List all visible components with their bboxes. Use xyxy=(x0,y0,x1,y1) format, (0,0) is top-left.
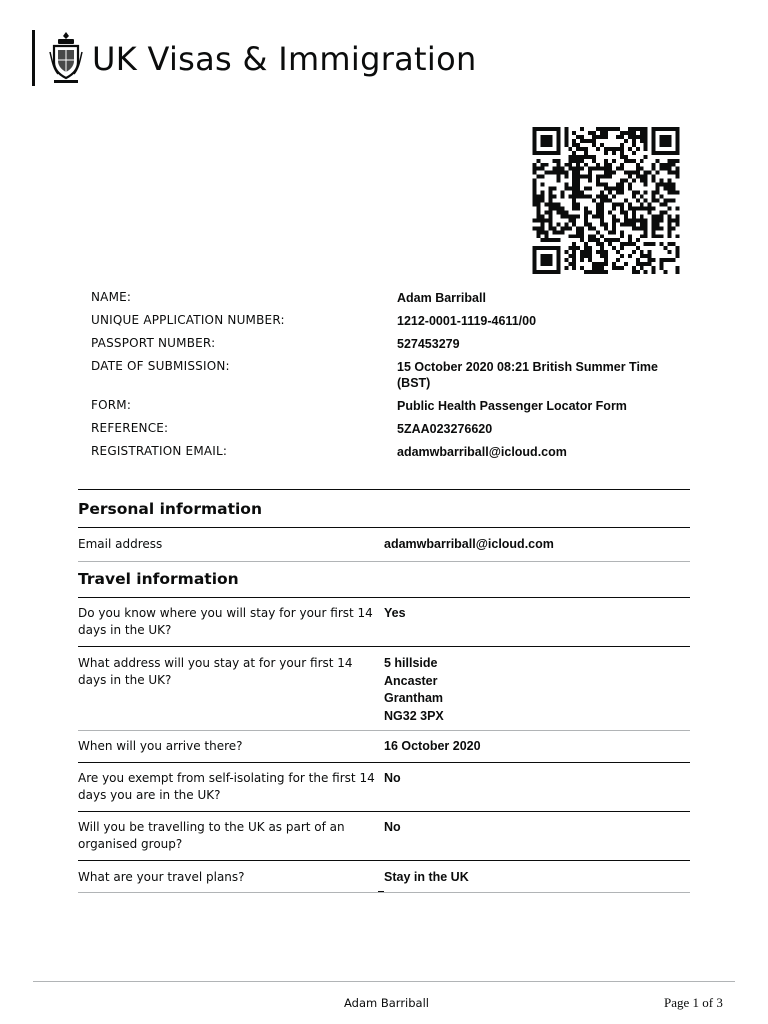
section-divider xyxy=(78,489,690,490)
summary-label: DATE OF SUBMISSION: xyxy=(91,359,230,373)
summary-row-form xyxy=(91,398,691,421)
row-divider xyxy=(78,811,690,812)
summary-value: 5ZAA023276620 xyxy=(397,422,493,436)
summary-label: REFERENCE: xyxy=(91,421,169,435)
application-summary xyxy=(91,290,691,467)
address-answer xyxy=(384,655,684,725)
section-heading-personal: Personal information xyxy=(78,500,262,518)
page-number: Page 1 of 3 xyxy=(664,995,723,1010)
royal-coat-of-arms-icon xyxy=(48,30,84,86)
table-edge-mark xyxy=(378,891,384,892)
summary-label: PASSPORT NUMBER: xyxy=(91,336,216,350)
answer-text: No xyxy=(384,820,401,834)
summary-row-reference xyxy=(91,421,691,444)
summary-label: FORM: xyxy=(91,398,132,412)
answer-text: Yes xyxy=(384,606,406,620)
row-divider xyxy=(78,762,690,763)
qr-code xyxy=(528,127,684,274)
summary-value: 1212-0001-1119-4611/00 xyxy=(397,314,537,328)
row-divider xyxy=(78,646,690,647)
row-divider xyxy=(78,892,690,893)
answer-row-email xyxy=(78,536,690,554)
summary-row-application-number xyxy=(91,313,691,336)
answer-row-exempt-self-isolating xyxy=(78,770,690,804)
question-text: Do you know where you will stay for your first 14 days in the UK? xyxy=(78,606,373,637)
summary-row-registration-email xyxy=(91,444,691,467)
footer-divider xyxy=(33,981,735,982)
summary-row-date-of-submission xyxy=(91,359,691,398)
summary-value: Adam Barriball xyxy=(397,291,486,305)
summary-value: 527453279 xyxy=(397,337,460,351)
answer-row-organised-group xyxy=(78,819,690,853)
summary-label: UNIQUE APPLICATION NUMBER: xyxy=(91,313,285,327)
question-text: What are your travel plans? xyxy=(78,870,245,884)
address-line: NG32 3PX xyxy=(384,708,444,723)
row-divider xyxy=(78,561,690,562)
section-heading-travel: Travel information xyxy=(78,570,239,588)
question-text: Will you be travelling to the UK as part of an organised group? xyxy=(78,820,345,851)
question-text: What address will you stay at for your first 14 days in the UK? xyxy=(78,656,353,687)
answer-row-travel-plans xyxy=(78,869,690,887)
address-line: 5 hillside xyxy=(384,656,438,670)
summary-value: 15 October 2020 08:21 British Summer Time (BST) xyxy=(397,360,658,390)
answer-row-know-where-stay xyxy=(78,605,690,639)
question-text: When will you arrive there? xyxy=(78,739,243,753)
section-divider xyxy=(78,597,690,598)
address-line: Ancaster xyxy=(384,673,438,688)
question-text: Are you exempt from self-isolating for the first 14 days you are in the UK? xyxy=(78,771,375,802)
summary-value: adamwbarriball@icloud.com xyxy=(397,445,567,459)
answer-text: Stay in the UK xyxy=(384,870,469,884)
row-divider xyxy=(78,730,690,731)
answer-row-arrival-date xyxy=(78,738,690,756)
answer-text: adamwbarriball@icloud.com xyxy=(384,537,554,551)
section-divider xyxy=(78,527,690,528)
answer-text: 16 October 2020 xyxy=(384,739,481,753)
summary-row-name xyxy=(91,290,691,313)
address-line: Grantham xyxy=(384,691,444,705)
page-title: UK Visas & Immigration xyxy=(92,40,477,78)
row-divider xyxy=(78,860,690,861)
answer-row-stay-address xyxy=(78,655,690,725)
footer-applicant-name: Adam Barriball xyxy=(344,996,429,1010)
summary-value: Public Health Passenger Locator Form xyxy=(397,399,627,413)
summary-label: NAME: xyxy=(91,290,132,304)
summary-label: REGISTRATION EMAIL: xyxy=(91,444,228,458)
question-text: Email address xyxy=(78,537,163,551)
summary-row-passport-number xyxy=(91,336,691,359)
brand-divider xyxy=(32,30,35,86)
answer-text: No xyxy=(384,771,401,785)
